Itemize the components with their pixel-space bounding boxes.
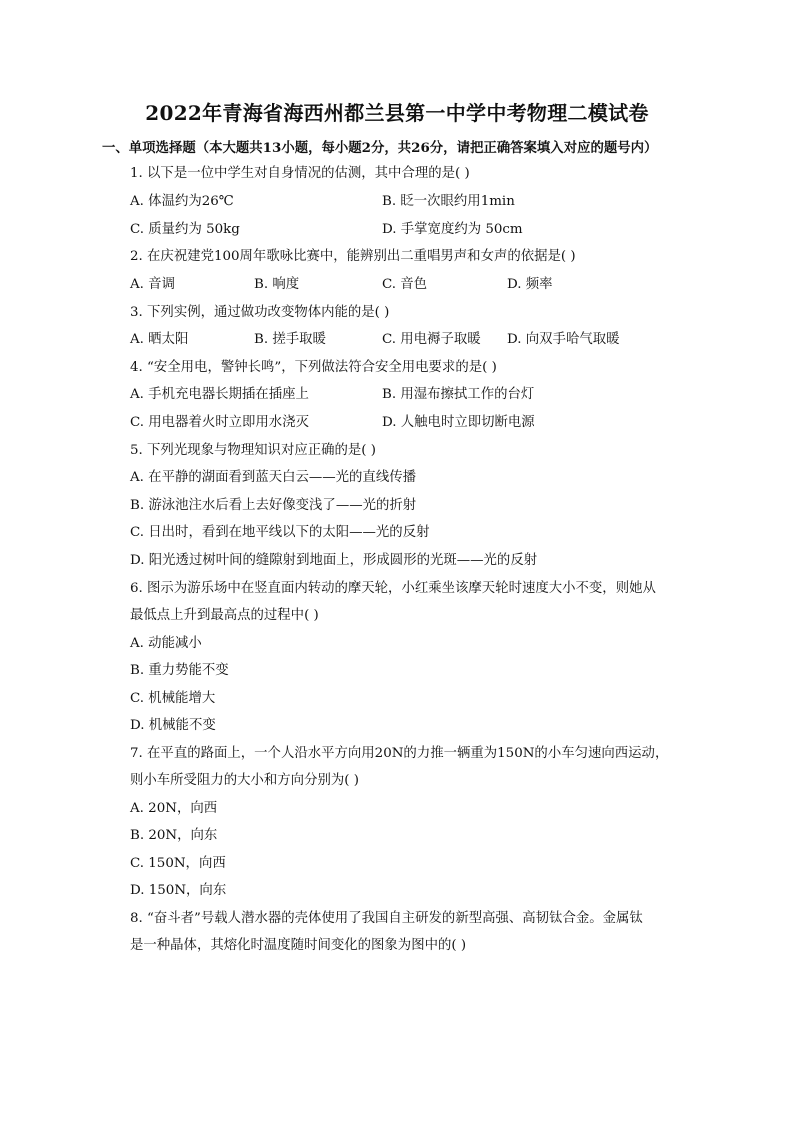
question-7-option-a: A. 20N，向西: [130, 801, 218, 816]
question-6-stem-continued: 最低点上升到最高点的过程中( ): [130, 608, 319, 623]
question-4-option-b: B. 用湿布擦拭工作的台灯: [382, 387, 535, 402]
question-6-option-b: B. 重力势能不变: [130, 663, 229, 678]
question-7-option-c: C. 150N，向西: [130, 856, 226, 871]
section-header: 一、单项选择题（本大题共13小题，每小题2分，共26分，请把正确答案填入对应的题号内）: [102, 140, 658, 156]
question-2-option-d: D. 频率: [507, 277, 553, 292]
question-2-stem: 2. 在庆祝建党100周年歌咏比赛中，能辨别出二重唱男声和女声的依据是( ): [130, 249, 576, 264]
exam-title: 2022年青海省海西州都兰县第一中学中考物理二模试卷: [145, 101, 649, 125]
question-6-option-d: D. 机械能不变: [130, 718, 216, 733]
question-4-option-a: A. 手机充电器长期插在插座上: [130, 387, 309, 402]
question-5-option-d: D. 阳光透过树叶间的缝隙射到地面上，形成圆形的光斑——光的反射: [130, 553, 538, 568]
question-4-stem: 4. “安全用电，警钟长鸣”，下列做法符合安全用电要求的是( ): [130, 360, 497, 375]
question-2-option-b: B. 响度: [254, 277, 300, 292]
question-1-option-b: B. 眨一次眼约用1min: [382, 194, 515, 209]
question-6-option-a: A. 动能减小: [130, 636, 202, 651]
question-1-option-c: C. 质量约为 50kg: [130, 222, 240, 237]
question-3-stem: 3. 下列实例，通过做功改变物体内能的是( ): [130, 305, 390, 320]
question-8-stem-continued: 是一种晶体，其熔化时温度随时间变化的图象为图中的( ): [130, 938, 467, 953]
question-3-option-a: A. 晒太阳: [130, 332, 189, 347]
question-6-stem: 6. 图示为游乐场中在竖直面内转动的摩天轮，小红乘坐该摩天轮时速度大小不变，则她从: [130, 581, 656, 596]
question-2-option-c: C. 音色: [382, 277, 428, 292]
question-7-option-b: B. 20N，向东: [130, 828, 218, 843]
question-7-option-d: D. 150N，向东: [130, 883, 227, 898]
question-7-stem: 7. 在平直的路面上，一个人沿水平方向用20N的力推一辆重为150N的小车匀速向西运动，: [130, 746, 669, 761]
question-4-option-c: C. 用电器着火时立即用水浇灭: [130, 415, 309, 430]
question-4-option-d: D. 人触电时立即切断电源: [382, 415, 535, 430]
question-5-stem: 5. 下列光现象与物理知识对应正确的是( ): [130, 443, 376, 458]
question-5-option-b: B. 游泳池注水后看上去好像变浅了——光的折射: [130, 498, 417, 513]
question-1-option-a: A. 体温约为26℃: [130, 194, 234, 209]
question-6-option-c: C. 机械能增大: [130, 691, 216, 706]
question-5-option-c: C. 日出时，看到在地平线以下的太阳——光的反射: [130, 525, 430, 540]
question-1-option-d: D. 手掌宽度约为 50cm: [382, 222, 523, 237]
question-3-option-d: D. 向双手哈气取暖: [507, 332, 620, 347]
question-2-option-a: A. 音调: [130, 277, 175, 292]
question-7-stem-continued: 则小车所受阻力的大小和方向分别为( ): [130, 773, 359, 788]
question-8-stem: 8. “奋斗者”号载人潜水器的壳体使用了我国自主研发的新型高强、高韧钛合金。金属钛: [130, 911, 643, 926]
question-1-stem: 1. 以下是一位中学生对自身情况的估测，其中合理的是( ): [130, 166, 470, 181]
question-5-option-a: A. 在平静的湖面看到蓝天白云——光的直线传播: [130, 470, 416, 485]
question-3-option-b: B. 搓手取暖: [254, 332, 326, 347]
question-3-option-c: C. 用电褥子取暖: [382, 332, 481, 347]
